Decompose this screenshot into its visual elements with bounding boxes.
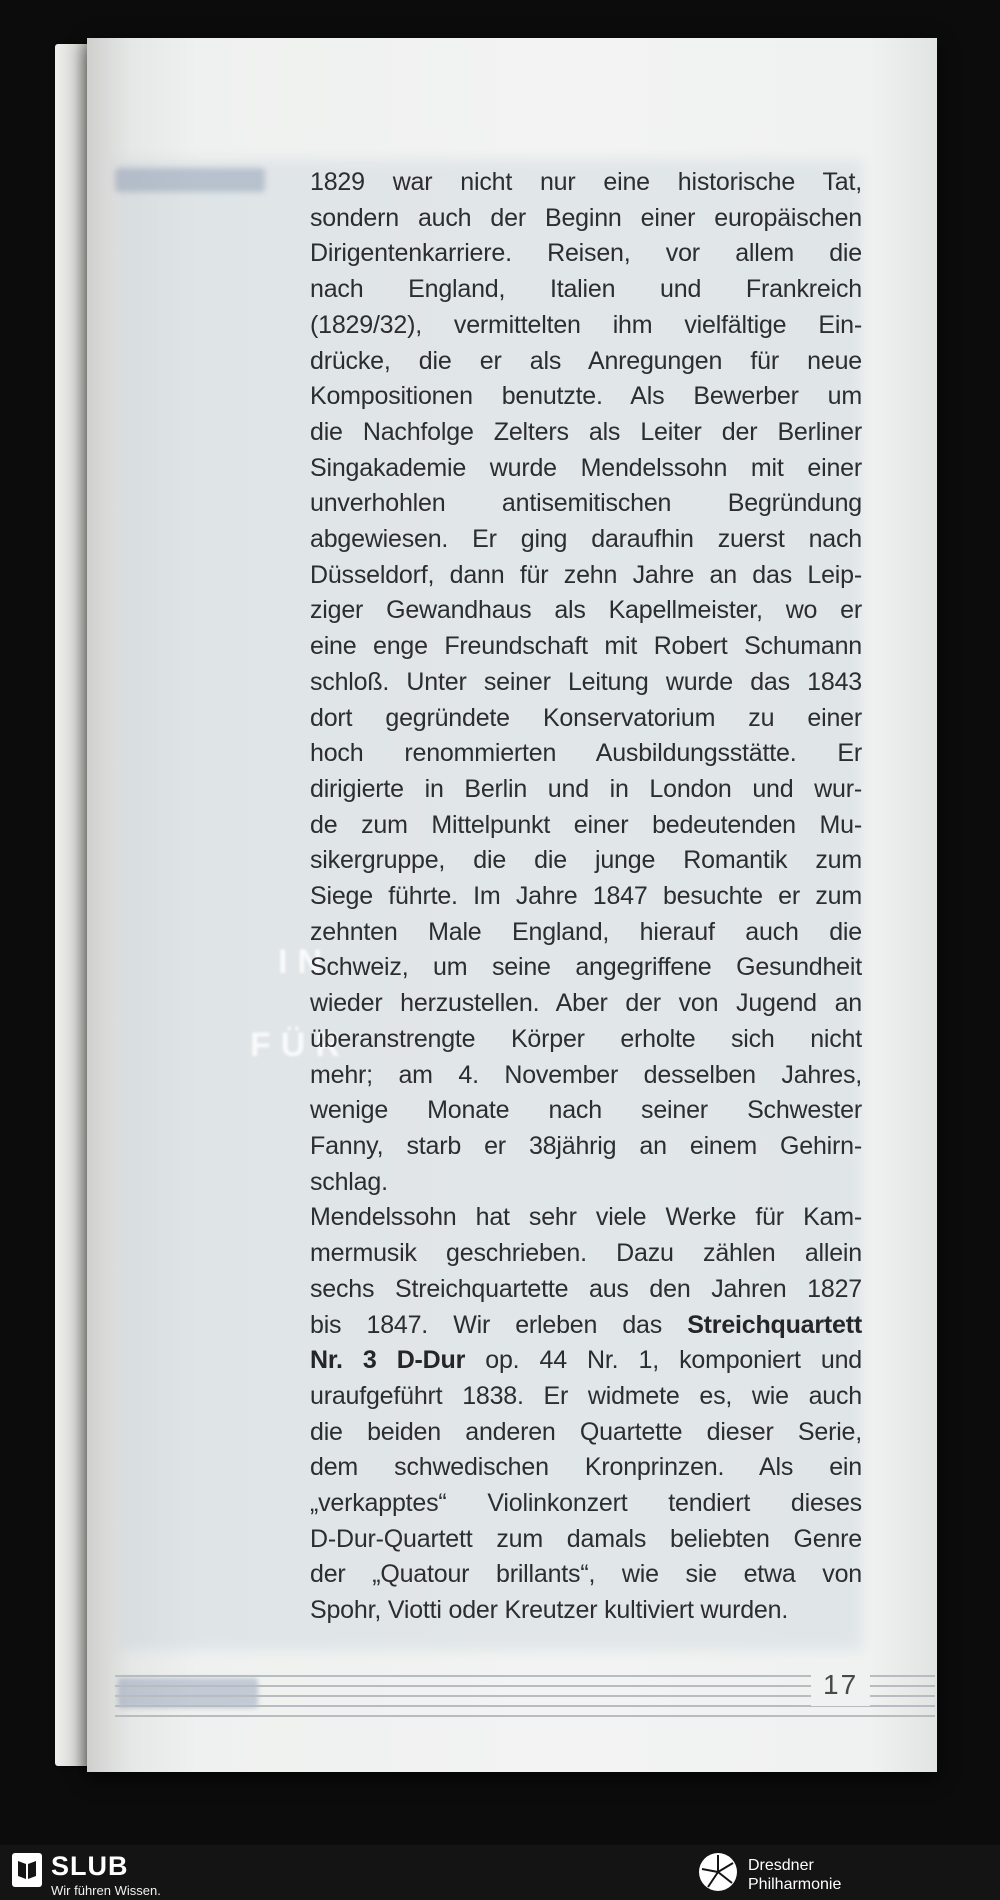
text-line: Dirigentenkarriere. Reisen, vor allem die	[310, 239, 862, 268]
philharmonie-circle-icon	[698, 1852, 738, 1897]
text-line: schlag.	[310, 1167, 388, 1196]
footer-bar	[0, 1845, 1000, 1900]
slub-tagline: Wir führen Wissen.	[51, 1883, 161, 1898]
text-line: abgewiesen. Er ging daraufhin zuerst nach	[310, 525, 862, 554]
text-line: drücke, die er als Anregungen für neue	[310, 346, 862, 375]
text-line: eine enge Freundschaft mit Robert Schumann	[310, 632, 862, 661]
text-line: schloß. Unter seiner Leitung wurde das 1843	[310, 667, 862, 696]
text-line: mermusik geschrieben. Dazu zählen allein	[310, 1239, 862, 1268]
text-line: de zum Mittelpunkt einer bedeutenden Mu-	[310, 810, 862, 839]
text-line: sondern auch der Beginn einer europäischen	[310, 203, 862, 232]
text-line: zehnten Male England, hierauf auch die	[310, 917, 862, 946]
slub-logo	[12, 1853, 161, 1898]
text-line: unverhohlen antisemitischen Begründung	[310, 489, 862, 518]
page-number: 17	[811, 1664, 870, 1706]
text-line: dort gegründete Konservatorium zu einer	[310, 703, 862, 732]
text-line: Fanny, starb er 38jährig an einem Gehirn-	[310, 1131, 862, 1160]
text-line: „verkapptes“ Violinkonzert tendiert dieses	[310, 1489, 862, 1518]
text-line: der „Quatour brillants“, wie sie etwa von	[310, 1560, 862, 1589]
text-line: Schweiz, um seine angegriffene Gesundheit	[310, 953, 862, 982]
text-line: wieder herzustellen. Aber der von Jugend an	[310, 989, 862, 1018]
page-fold-edge	[55, 44, 91, 1766]
text-line: die Nachfolge Zelters als Leiter der Berliner	[310, 417, 862, 446]
text-line: dem schwedischen Kronprinzen. Als ein	[310, 1453, 862, 1482]
staff-line	[115, 1715, 935, 1717]
text-line: Siege führte. Im Jahre 1847 besuchte er zum	[310, 882, 862, 911]
philharmonie-logo	[698, 1852, 841, 1897]
text-line: Nr. 3 D-Dur op. 44 Nr. 1, komponiert und	[310, 1346, 862, 1375]
text-line: dirigierte in Berlin und in London und wur-	[310, 774, 862, 803]
text-line: ziger Gewandhaus als Kapellmeister, wo er	[310, 596, 862, 625]
publisher-name-line1: Dresdner	[748, 1856, 814, 1874]
text-line: nach England, Italien und Frankreich	[310, 275, 862, 304]
bleedthrough-smudge-top	[115, 168, 265, 192]
text-line: Kompositionen benutzte. Als Bewerber um	[310, 382, 862, 411]
ghost-text: FÜR	[250, 1026, 350, 1064]
text-line: D-Dur-Quartett zum damals beliebten Genre	[310, 1524, 862, 1553]
text-line: uraufgeführt 1838. Er widmete es, wie auch	[310, 1381, 862, 1410]
scanned-page-stack	[55, 38, 937, 1772]
text-line: sechs Streichquartette aus den Jahren 1827	[310, 1274, 862, 1303]
text-line: überanstrengte Körper erholte sich nicht	[310, 1024, 862, 1053]
text-line: 1829 war nicht nur eine historische Tat,	[310, 168, 862, 196]
text-line: (1829/32), vermittelten ihm vielfältige Ein-	[310, 310, 862, 339]
text-line: mehr; am 4. November desselben Jahres,	[310, 1060, 862, 1089]
scanned-page	[87, 38, 937, 1772]
text-line: sikergruppe, die die junge Romantik zum	[310, 846, 862, 875]
publisher-name-line2: Philharmonie	[748, 1875, 842, 1893]
text-line: hoch renommierten Ausbildungsstätte. Er	[310, 739, 862, 768]
text-line: Mendelssohn hat sehr viele Werke für Kam-	[310, 1203, 862, 1232]
text-line: Singakademie wurde Mendelssohn mit einer	[310, 453, 862, 482]
ghost-text: IN	[278, 943, 332, 981]
text-line: Düsseldorf, dann für zehn Jahre an das Leip-	[310, 560, 862, 589]
page-text	[310, 165, 862, 1629]
slub-wordmark: SLUB	[51, 1851, 129, 1881]
text-line: bis 1847. Wir erleben das Streichquartett	[310, 1310, 862, 1339]
book-icon	[12, 1853, 42, 1892]
text-line: Spohr, Viotti oder Kreutzer kultiviert wurden.	[310, 1596, 789, 1625]
text-line: wenige Monate nach seiner Schwester	[310, 1096, 862, 1125]
text-line: die beiden anderen Quartette dieser Serie,	[310, 1417, 862, 1446]
